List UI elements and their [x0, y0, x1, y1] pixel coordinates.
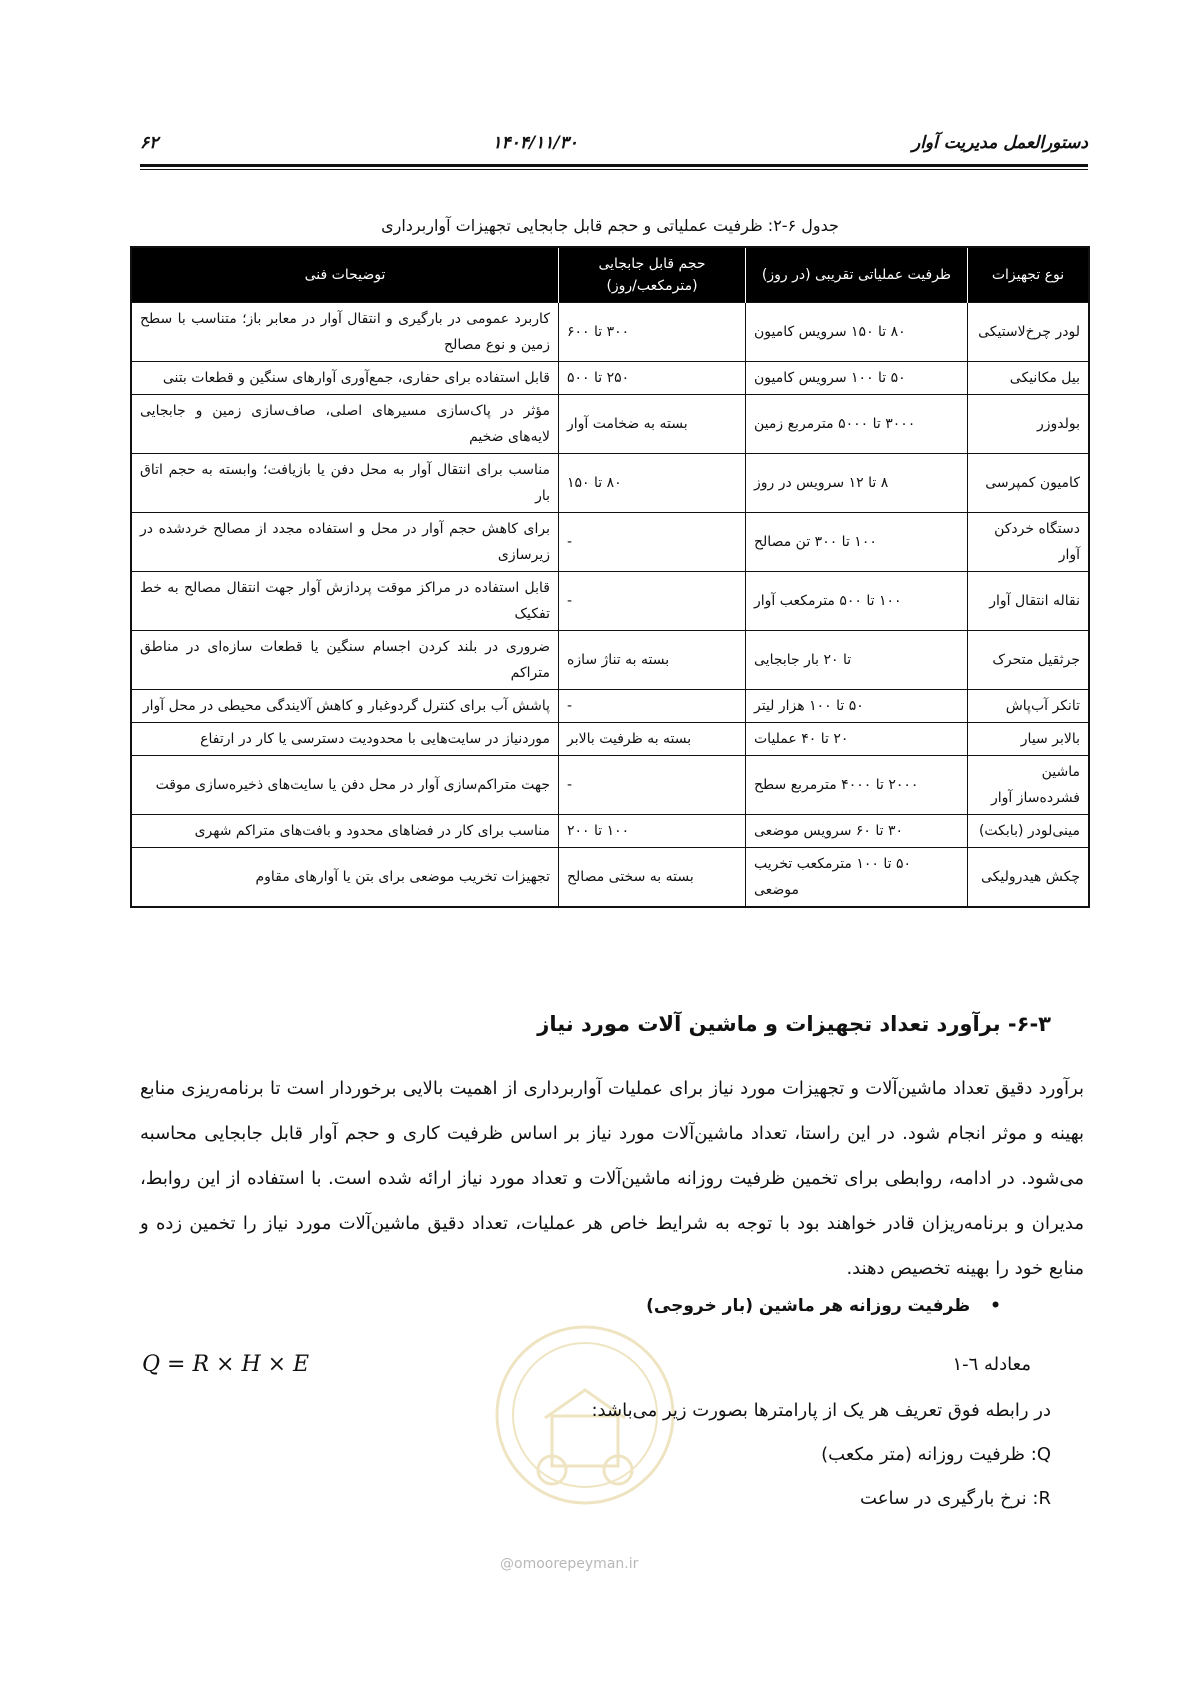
- equation-label: معادله ٦-١: [952, 1354, 1031, 1375]
- cell-volume: ۳۰۰ تا ۶۰۰: [559, 303, 746, 362]
- cell-capacity: ۳۰۰۰ تا ۵۰۰۰ مترمربع زمین: [746, 395, 968, 454]
- watermark-url: @omoorepeyman.ir: [500, 1556, 639, 1572]
- cell-volume: ۸۰ تا ۱۵۰: [559, 454, 746, 513]
- cell-volume: -: [559, 690, 746, 723]
- cell-type: نقاله انتقال آوار: [968, 572, 1090, 631]
- cell-description: کاربرد عمومی در بارگیری و انتقال آوار در معابر باز؛ متناسب با سطح زمین و نوع مصالح: [131, 303, 559, 362]
- table-row: [131, 631, 1089, 690]
- bullet-dot-icon: •: [990, 1296, 1001, 1316]
- header-capacity: ظرفیت عملیاتی تقریبی (در روز): [746, 247, 968, 303]
- cell-type: بالابر سیار: [968, 723, 1090, 756]
- equation-formula: Q = R × H × E: [142, 1352, 310, 1377]
- cell-description: مناسب برای انتقال آوار به محل دفن یا بازیافت؛ وابسته به حجم اتاق بار: [131, 454, 559, 513]
- definition-symbol: Q:: [1030, 1444, 1051, 1465]
- cell-description: مناسب برای کار در فضاهای محدود و بافت‌های متراکم شهری: [131, 815, 559, 848]
- definition-q: [821, 1444, 1051, 1465]
- table-row: [131, 756, 1089, 815]
- cell-volume: ۲۵۰ تا ۵۰۰: [559, 362, 746, 395]
- page-header: [140, 128, 1088, 158]
- cell-description: تجهیزات تخریب موضعی برای بتن یا آوارهای مقاوم: [131, 848, 559, 908]
- cell-description: ضروری در بلند کردن اجسام سنگین یا قطعات سازه‌ای در مناطق متراکم: [131, 631, 559, 690]
- table-row: [131, 454, 1089, 513]
- cell-capacity: ۸۰ تا ۱۵۰ سرویس کامیون: [746, 303, 968, 362]
- header-rule-thin: [140, 169, 1088, 170]
- cell-volume: بسته به سختی مصالح: [559, 848, 746, 908]
- header-type: نوع تجهیزات: [968, 247, 1090, 303]
- cell-type: تانکر آب‌پاش: [968, 690, 1090, 723]
- table-row: [131, 690, 1089, 723]
- cell-type: کامیون کمپرسی: [968, 454, 1090, 513]
- definitions-intro: در رابطه فوق تعریف هر یک از پارامترها بصورت زیر می‌باشد:: [591, 1400, 1051, 1421]
- cell-capacity: ۸ تا ۱۲ سرویس در روز: [746, 454, 968, 513]
- cell-volume: ۱۰۰ تا ۲۰۰: [559, 815, 746, 848]
- definition-text: ظرفیت روزانه (متر مکعب): [821, 1444, 1026, 1465]
- cell-type: جرثقیل متحرک: [968, 631, 1090, 690]
- cell-capacity: ۲۰۰۰ تا ۴۰۰۰ مترمربع سطح: [746, 756, 968, 815]
- cell-capacity: ۵۰ تا ۱۰۰ سرویس کامیون: [746, 362, 968, 395]
- cell-volume: -: [559, 572, 746, 631]
- header-description: توضیحات فنی: [131, 247, 559, 303]
- cell-description: موردنیاز در سایت‌هایی با محدودیت دسترسی یا کار در ارتفاع: [131, 723, 559, 756]
- table-row: [131, 723, 1089, 756]
- cell-type: لودر چرخ‌لاستیکی: [968, 303, 1090, 362]
- equipment-table: [130, 246, 1090, 908]
- cell-capacity: تا ۲۰ بار جابجایی: [746, 631, 968, 690]
- cell-capacity: ۱۰۰ تا ۵۰۰ مترمکعب آوار: [746, 572, 968, 631]
- cell-description: برای کاهش حجم آوار در محل و استفاده مجدد از مصالح خردشده در زیرسازی: [131, 513, 559, 572]
- cell-type: دستگاه خردکن آوار: [968, 513, 1090, 572]
- table-row: [131, 395, 1089, 454]
- header-rule-thick: [140, 164, 1088, 167]
- watermark-logo: [490, 1320, 680, 1550]
- cell-description: پاشش آب برای کنترل گردوغبار و کاهش آلایندگی محیطی در محل آوار: [131, 690, 559, 723]
- cell-capacity: ۳۰ تا ۶۰ سرویس موضعی: [746, 815, 968, 848]
- cell-volume: بسته به تناژ سازه: [559, 631, 746, 690]
- cell-capacity: ۵۰ تا ۱۰۰ مترمکعب تخریب موضعی: [746, 848, 968, 908]
- cell-capacity: ۵۰ تا ۱۰۰ هزار لیتر: [746, 690, 968, 723]
- cell-volume: -: [559, 513, 746, 572]
- table-row: [131, 513, 1089, 572]
- cell-type: چکش هیدرولیکی: [968, 848, 1090, 908]
- table-row: [131, 815, 1089, 848]
- definition-r: [860, 1488, 1051, 1509]
- cell-capacity: ۱۰۰ تا ۳۰۰ تن مصالح: [746, 513, 968, 572]
- cell-description: جهت متراکم‌سازی آوار در محل دفن یا سایت‌های ذخیره‌سازی موقت: [131, 756, 559, 815]
- header-title: دستورالعمل مدیریت آوار: [911, 133, 1088, 153]
- definition-symbol: R:: [1032, 1488, 1051, 1509]
- bullet-item: [646, 1296, 1001, 1316]
- cell-description: قابل استفاده برای حفاری، جمع‌آوری آوارهای سنگین و قطعات بتنی: [131, 362, 559, 395]
- table-header-row: [131, 247, 1089, 303]
- cell-volume: بسته به ضخامت آوار: [559, 395, 746, 454]
- cell-type: بیل مکانیکی: [968, 362, 1090, 395]
- cell-capacity: ۲۰ تا ۴۰ عملیات: [746, 723, 968, 756]
- section-heading: ۶-۳- برآورد تعداد تجهیزات و ماشین آلات مورد نیاز: [537, 1012, 1051, 1036]
- body-paragraph: برآورد دقیق تعداد ماشین‌آلات و تجهیزات مورد نیاز برای عملیات آواربرداری از اهمیت بالایی برخوردار است تا برنامه‌ریزی منابع بهینه و موثر انجام شود. در این راستا، تعداد ماشین‌آلات مورد نیاز بر اساس ظرفیت کاری و حجم آوار قابل جابجایی محاسبه می‌شود. در ادامه، روابطی برای تخمین ظرفیت روزانه ماشین‌آلات و تعداد مورد نیاز ارائه شده است. با استفاده از این روابط، مدیران و برنامه‌ریزان قادر خواهند بود با توجه به شرایط خاص هر عملیات، تعداد دقیق ماشین‌آلات مورد نیاز را تخمین زده و منابع خود را بهینه تخصیص دهند.: [140, 1078, 1084, 1279]
- table-row: [131, 572, 1089, 631]
- table-row: [131, 303, 1089, 362]
- definition-text: نرخ بارگیری در ساعت: [860, 1488, 1027, 1509]
- table-caption: جدول ۶-۲: ظرفیت عملیاتی و حجم قابل جابجایی تجهیزات آواربرداری: [381, 216, 839, 235]
- cell-volume: بسته به ظرفیت بالابر: [559, 723, 746, 756]
- page-number: ۶۲: [140, 133, 159, 153]
- cell-description: قابل استفاده در مراکز موقت پردازش آوار جهت انتقال مصالح به خط تفکیک: [131, 572, 559, 631]
- cell-type: مینی‌لودر (بابکت): [968, 815, 1090, 848]
- cell-description: مؤثر در پاک‌سازی مسیرهای اصلی، صاف‌سازی زمین و جابجایی لایه‌های ضخیم: [131, 395, 559, 454]
- table-row: [131, 848, 1089, 908]
- cell-type: ماشین فشرده‌ساز آوار: [968, 756, 1090, 815]
- cell-volume: -: [559, 756, 746, 815]
- cell-type: بولدوزر: [968, 395, 1090, 454]
- bullet-text: ظرفیت روزانه هر ماشین (بار خروجی): [646, 1296, 971, 1316]
- header-volume: حجم قابل جابجایی (مترمکعب/روز): [559, 247, 746, 303]
- header-date: ۱۴۰۴/۱۱/۳۰: [492, 133, 578, 153]
- table-row: [131, 362, 1089, 395]
